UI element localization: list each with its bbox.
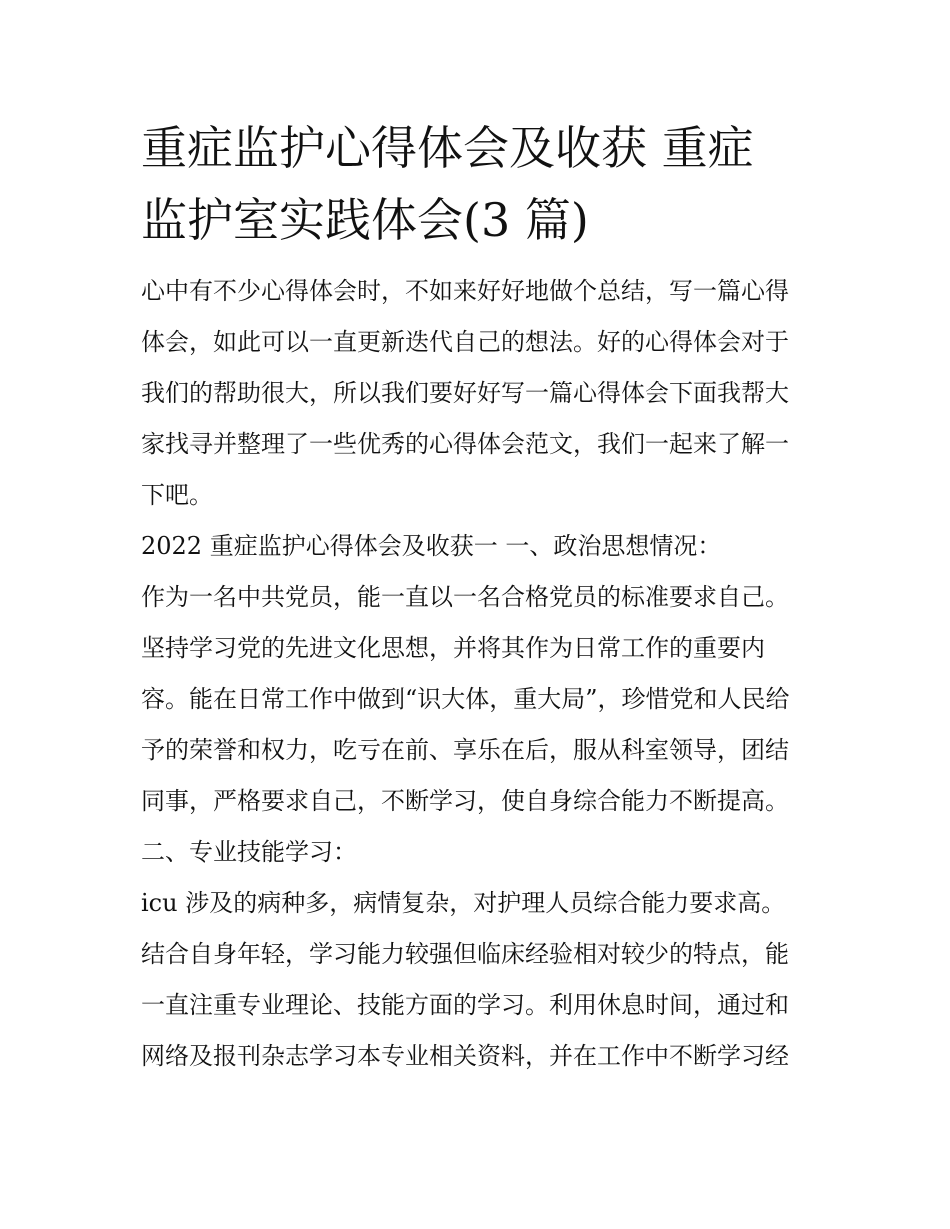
body-line: icu 涉及的病种多，病情复杂，对护理人员综合能力要求高。 xyxy=(141,889,786,917)
body-line: 予的荣誉和权力，吃亏在前、享乐在后，服从科室领导，团结 xyxy=(141,736,789,764)
body-line: 结合自身年轻，学习能力较强但临床经验相对较少的特点，能 xyxy=(141,940,789,968)
body-line: 网络及报刊杂志学习本专业相关资料，并在工作中不断学习经 xyxy=(141,1042,789,1070)
document-page xyxy=(141,112,817,1082)
document-title xyxy=(141,112,817,256)
title-line-1: 重症监护心得体会及收获 重症 xyxy=(141,121,754,175)
document-body xyxy=(141,266,817,1082)
body-line: 家找寻并整理了一些优秀的心得体会范文，我们一起来了解一 xyxy=(141,430,789,458)
body-line: 一直注重专业理论、技能方面的学习。利用休息时间，通过和 xyxy=(141,991,789,1019)
body-line: 作为一名中共党员，能一直以一名合格党员的标准要求自己。 xyxy=(141,583,789,611)
body-line: 我们的帮助很大，所以我们要好好写一篇心得体会下面我帮大 xyxy=(141,379,789,407)
title-line-2: 监护室实践体会(3 篇) xyxy=(141,193,589,247)
body-line: 容。能在日常工作中做到“识大体，重大局”，珍惜党和人民给 xyxy=(141,685,790,713)
section-heading: 2022 重症监护心得体会及收获一 一、政治思想情况： xyxy=(141,532,722,560)
body-line: 心中有不少心得体会时，不如来好好地做个总结，写一篇心得 xyxy=(141,277,789,305)
body-line: 下吧。 xyxy=(141,481,213,509)
body-line: 坚持学习党的先进文化思想，并将其作为日常工作的重要内 xyxy=(141,634,765,662)
body-line: 同事，严格要求自己，不断学习，使自身综合能力不断提高。 xyxy=(141,787,789,815)
body-line: 体会，如此可以一直更新迭代自己的想法。好的心得体会对于 xyxy=(141,328,789,356)
section-heading: 二、专业技能学习： xyxy=(141,838,357,866)
